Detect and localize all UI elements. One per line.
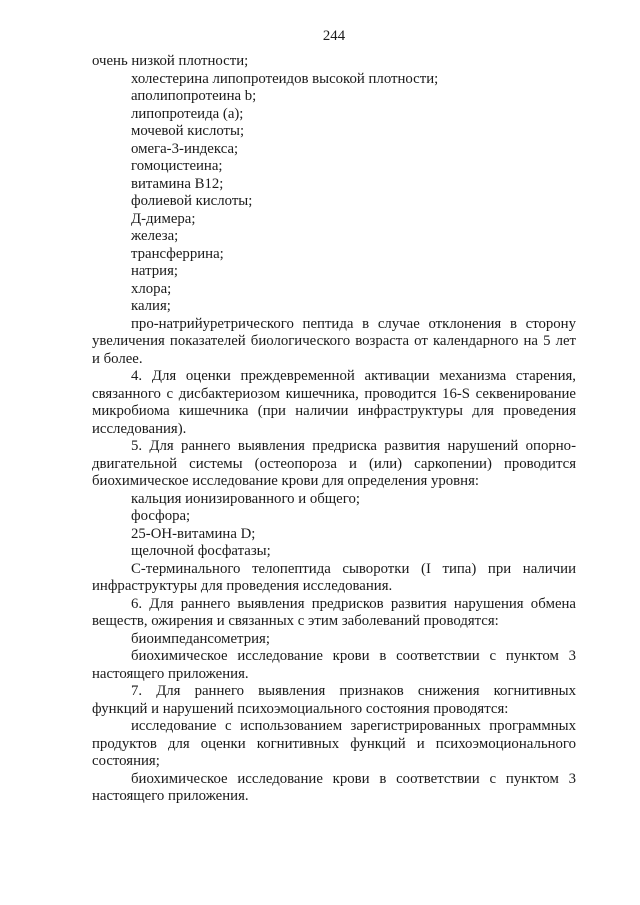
text-line: связанного с дисбактериозом кишечника, проводится 16-S секвенирование	[92, 385, 576, 402]
text-line: исследование с использованием зарегистрированных программных	[131, 718, 576, 734]
text-line: биоимпедансометрия;	[131, 630, 270, 647]
text-line: двигательной системы (остеопороза и (или) саркопении) проводится	[92, 455, 576, 472]
text-line: очень низкой плотности;	[92, 53, 249, 69]
text-line: состояния;	[92, 753, 160, 769]
text-line: биохимическое исследование крови для определения уровня:	[92, 473, 480, 489]
text-line: фосфора;	[131, 508, 191, 524]
text-line: щелочной фосфатазы;	[131, 543, 271, 559]
text-line: 4. Для оценки преждевременной активации механизма старения,	[131, 368, 576, 384]
text-line: биохимическое исследование крови в соответствии с пунктом 3	[131, 770, 576, 787]
text-line: 7. Для раннего выявления признаков снижения когнитивных	[131, 683, 576, 699]
text-line: липопротеида (а);	[131, 105, 244, 122]
text-line: 25-OH-витамина D;	[131, 525, 256, 542]
text-line: С-терминального телопептида сыворотки (I типа) при наличии	[131, 560, 576, 577]
text-line: аполипопротеина b;	[131, 88, 257, 104]
text-line: настоящего приложения.	[92, 665, 249, 682]
text-line: 5. Для раннего выявления предриска развития нарушений опорно-	[131, 438, 576, 454]
text-line: настоящего приложения.	[92, 788, 249, 804]
text-line: 6. Для раннего выявления предрисков развития нарушения обмена	[131, 595, 576, 612]
text-line: увеличения показателей биологического возраста от календарного на 5 лет	[92, 333, 576, 349]
text-line: продуктов для оценки когнитивных функций и психоэмоционального	[92, 735, 576, 752]
text-line: про-натрийуретрического пептида в случае отклонения в сторону	[131, 315, 576, 332]
text-line: гомоцистеина;	[131, 158, 223, 174]
text-line: фолиевой кислоты;	[131, 193, 253, 209]
text-line: мочевой кислоты;	[131, 123, 245, 139]
text-line: калия;	[131, 298, 171, 314]
text-line: железа;	[131, 228, 179, 244]
text-line: холестерина липопротеидов высокой плотности;	[131, 70, 439, 87]
text-line: функций и нарушений психоэмоциального состояния проводятся:	[92, 700, 509, 717]
text-line: исследования).	[92, 420, 187, 437]
text-line: витамина B12;	[131, 175, 224, 192]
text-line: и более.	[92, 350, 143, 367]
text-line: веществ, ожирения и связанных с этим заболеваний проводятся:	[92, 613, 499, 629]
document-body	[92, 53, 576, 806]
text-line: биохимическое исследование крови в соответствии с пунктом 3	[131, 648, 576, 664]
text-line: натрия;	[131, 263, 178, 279]
page-number: 244	[322, 28, 346, 44]
text-line: Д-димера;	[131, 210, 196, 227]
text-line: омега-3-индекса;	[131, 140, 239, 157]
text-line: кальция ионизированного и общего;	[131, 490, 360, 507]
text-line: трансферрина;	[131, 245, 224, 262]
text-line: инфраструктуры для проведения исследования.	[92, 578, 393, 594]
text-line: микробиома кишечника (при наличии инфраструктуры для проведения	[92, 403, 576, 419]
text-line: хлора;	[131, 280, 172, 297]
